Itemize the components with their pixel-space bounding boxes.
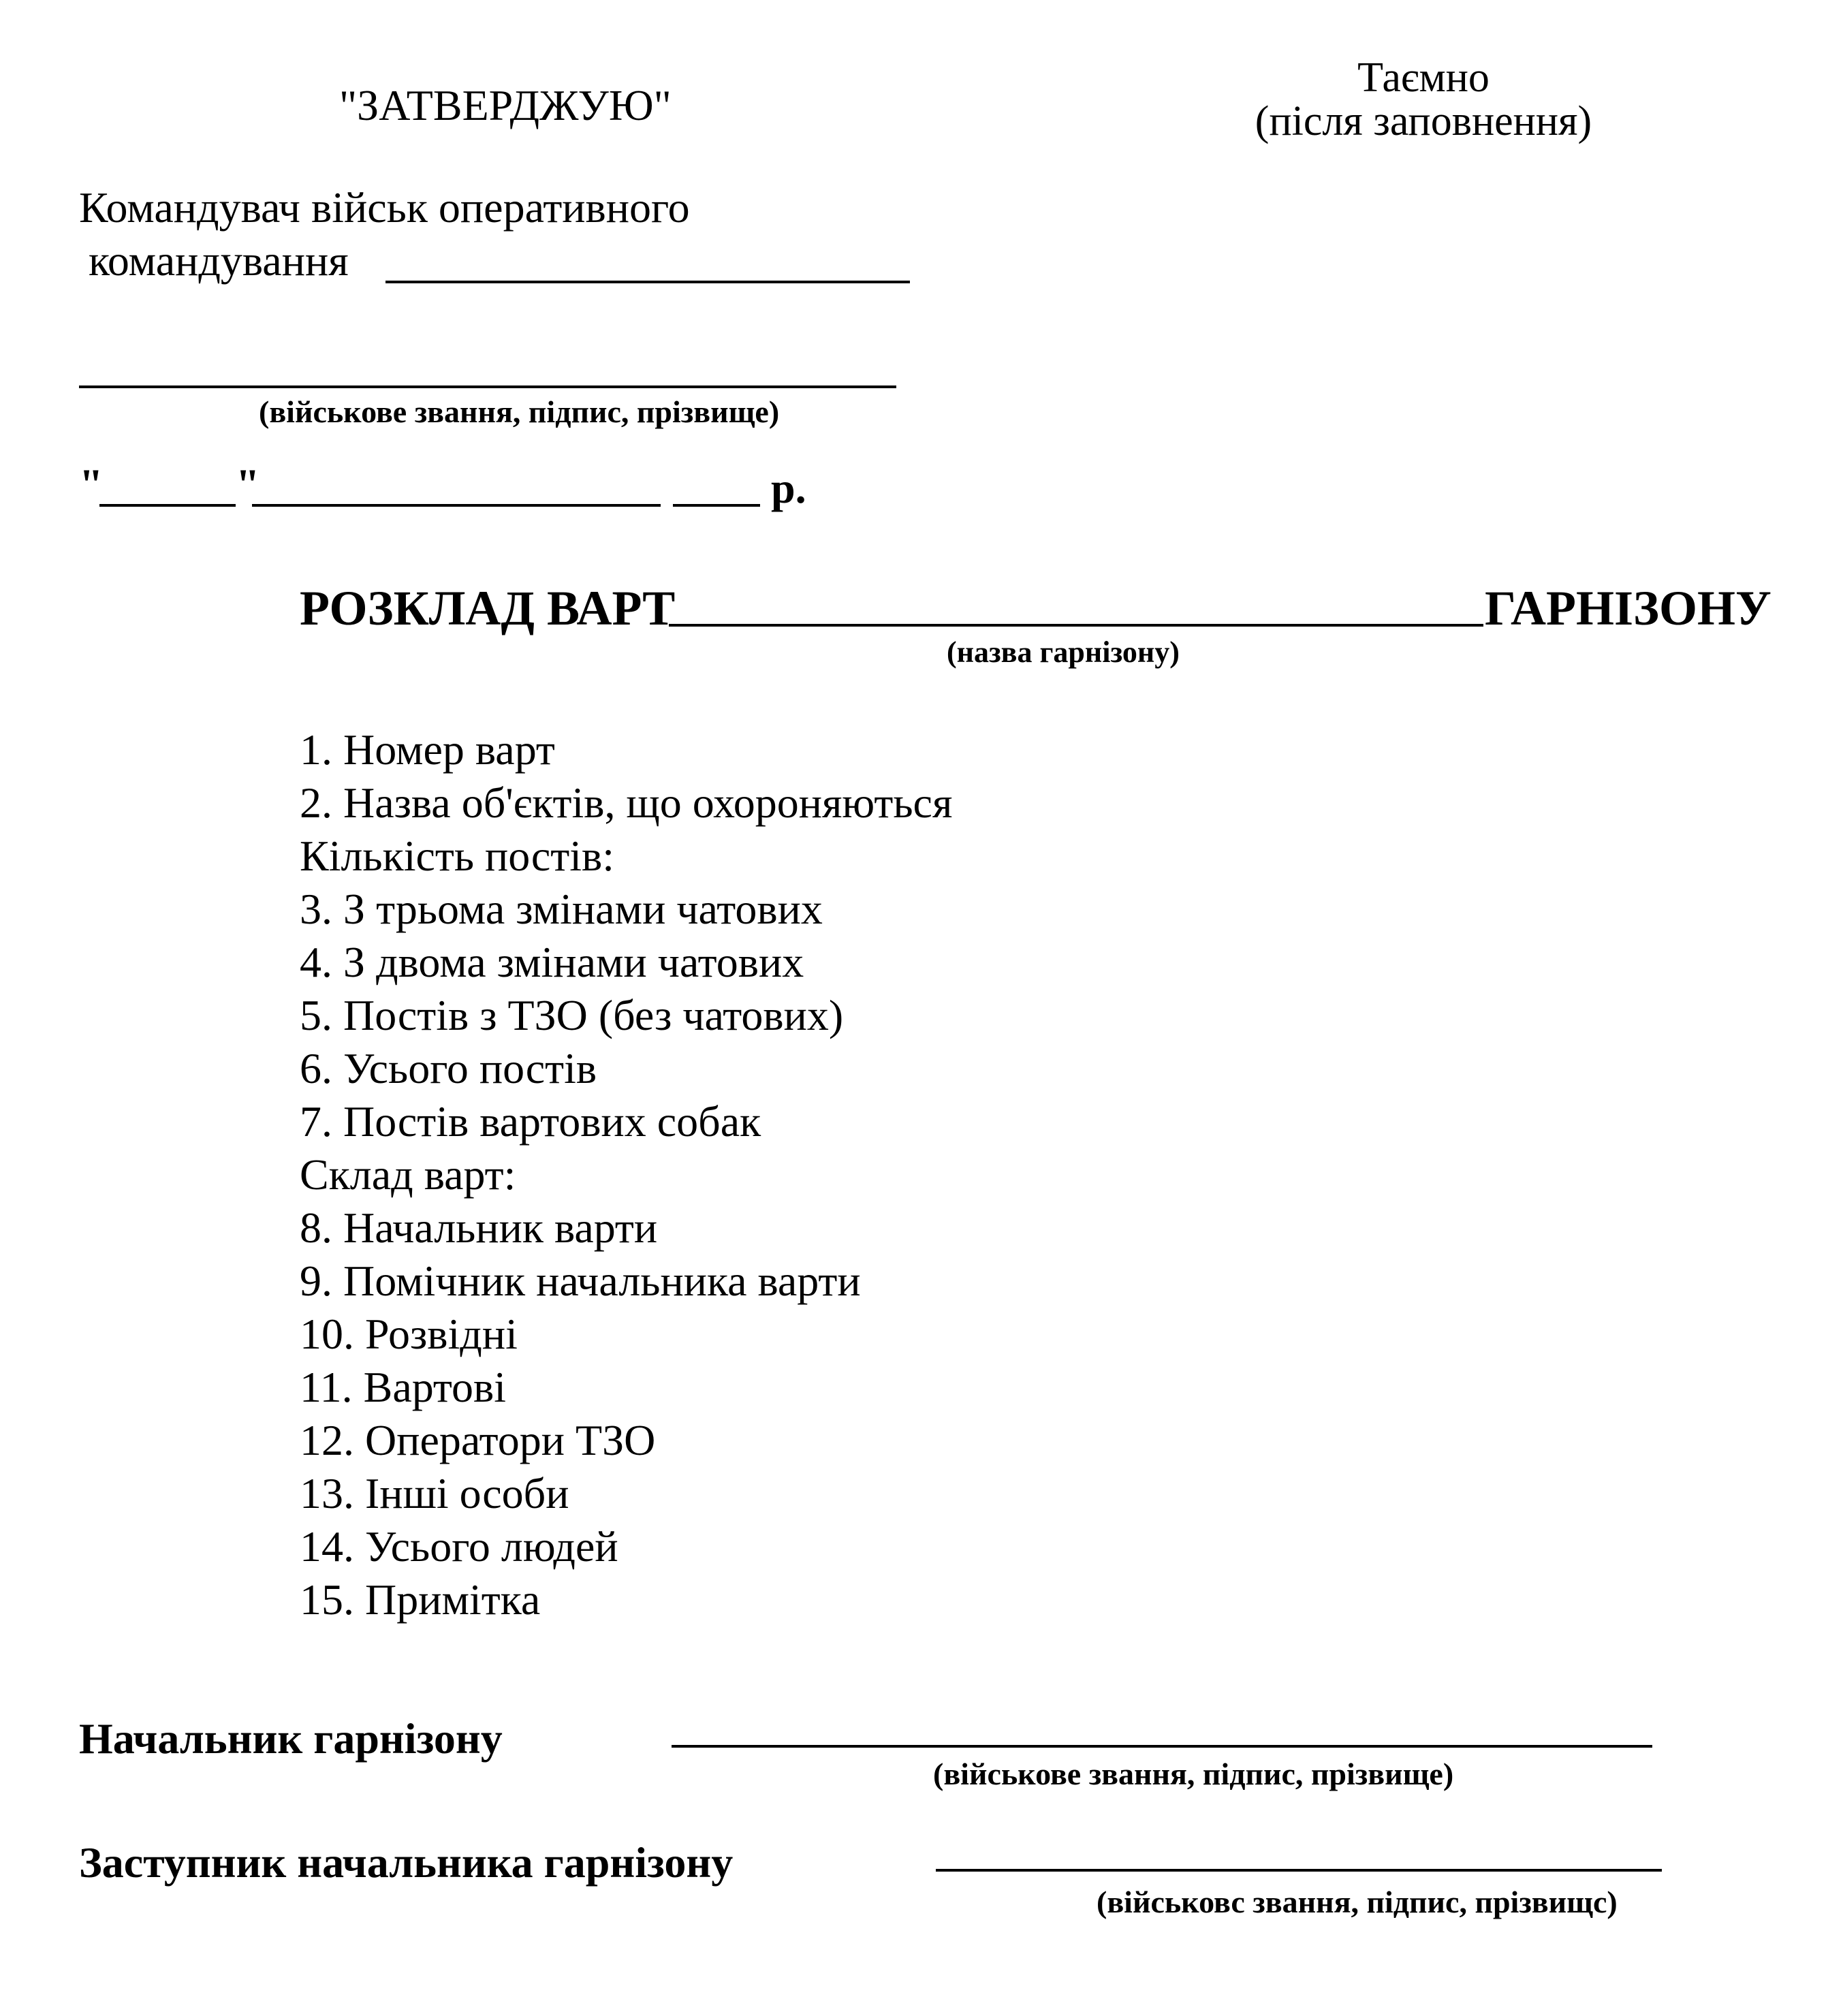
deputy-signature-line <box>936 1869 1662 1872</box>
document-title-suffix: ГАРНІЗОНУ <box>1485 581 1771 635</box>
date-month-blank <box>252 504 661 507</box>
list-item: 7. Постів вартових собак <box>300 1097 761 1146</box>
list-item: 8. Начальник варти <box>300 1203 658 1252</box>
approver-title-line1: Командувач військ оперативного <box>79 183 690 232</box>
list-item: 12. Оператори ТЗО <box>300 1416 656 1464</box>
date-year-blank <box>673 504 760 507</box>
approval-date-row <box>79 459 104 509</box>
garrison-name-blank <box>669 624 1483 627</box>
approver-signature-caption: (військове звання, підпис, прізвище) <box>259 394 780 429</box>
date-year-suffix: р. <box>771 464 806 512</box>
date-day-blank <box>99 504 236 507</box>
approver-title-line2: командування <box>89 236 349 285</box>
date-quote-open: " <box>79 460 104 508</box>
approver-signature-line <box>79 385 896 388</box>
list-item: 3. З трьома змінами чатових <box>300 885 823 933</box>
list-item: 1. Номер варт <box>300 725 555 774</box>
document-title: РОЗКЛАД ВАРТ <box>300 581 676 635</box>
list-item: 10. Розвідні <box>300 1310 518 1358</box>
list-item: 6. Усього постів <box>300 1044 597 1092</box>
approval-stamp-heading: "ЗАТВЕРДЖУЮ" <box>339 81 672 129</box>
list-item: 15. Примітка <box>300 1575 541 1624</box>
secrecy-mark <box>1226 56 1621 143</box>
deputy-signature-caption: (військовс звання, підпис, прізвищс) <box>1097 1885 1618 1919</box>
list-item: 9. Помічник начальника варти <box>300 1257 861 1305</box>
garrison-chief-label: Начальник гарнізону <box>79 1714 503 1763</box>
date-quote-close: " <box>236 460 260 508</box>
guard-schedule-items <box>300 723 952 1626</box>
list-item: 11. Вартові <box>300 1363 506 1411</box>
list-item: 14. Усього людей <box>300 1522 618 1571</box>
list-item: 13. Інші особи <box>300 1469 569 1517</box>
secrecy-note: (після заповнення) <box>1255 98 1592 144</box>
list-item: 4. З двома змінами чатових <box>300 938 804 986</box>
list-item: Кількість постів: <box>300 832 615 880</box>
list-item: 5. Постів з ТЗО (без чатових) <box>300 991 844 1039</box>
command-name-blank <box>385 281 910 283</box>
deputy-chief-label: Заступник начальника гарнізону <box>79 1838 734 1887</box>
list-item: 2. Назва об'єктів, що охороняються <box>300 778 953 827</box>
secrecy-label: Таємно <box>1357 54 1490 101</box>
chief-signature-caption: (військове звання, підпис, прізвище) <box>933 1757 1454 1791</box>
garrison-name-caption: (назва гарнізону) <box>947 635 1180 669</box>
chief-signature-line <box>672 1745 1652 1748</box>
list-item: Склад варт: <box>300 1150 516 1199</box>
